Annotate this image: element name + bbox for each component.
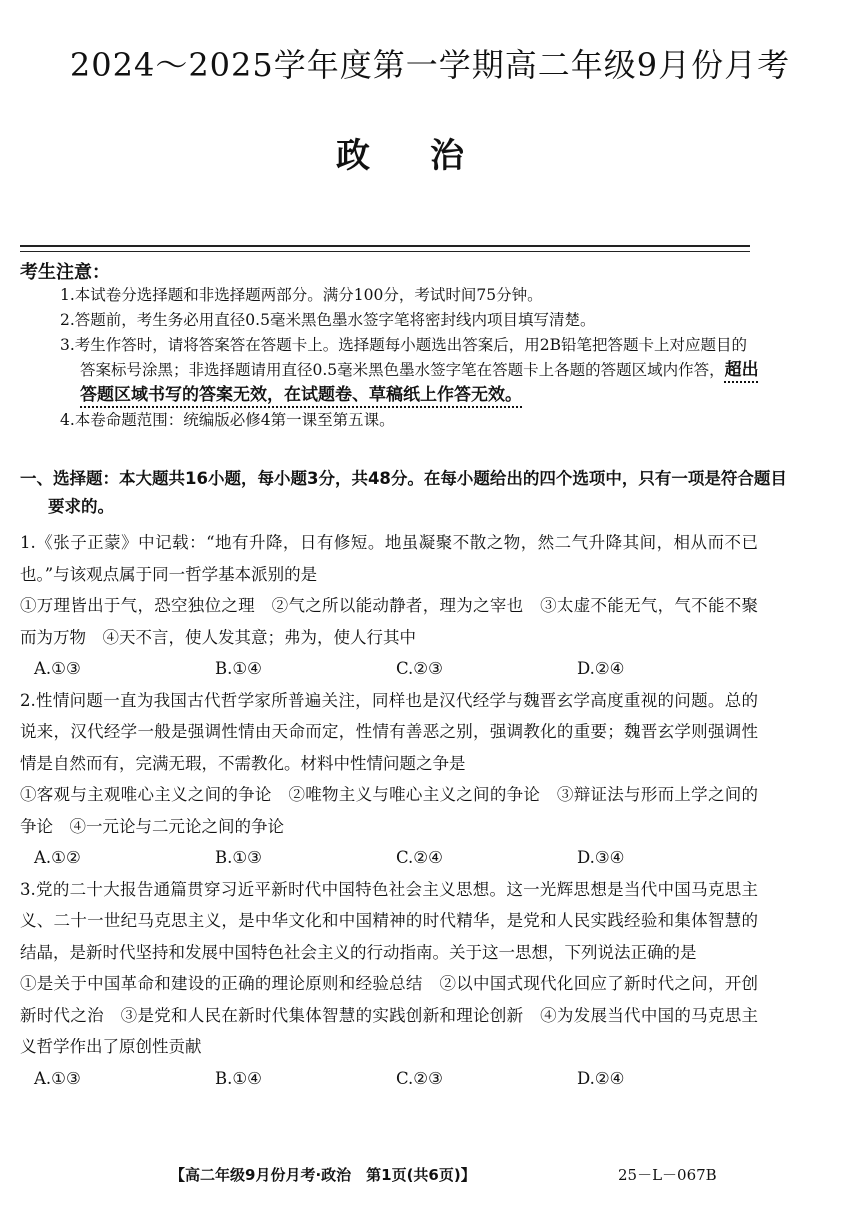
notice-item-1: 1.本试卷分选择题和非选择题两部分。满分100分，考试时间75分钟。 [60,286,543,304]
choice-b: B.①③ [215,848,262,867]
question-statements: ①万理皆出于气，恐空独位之理 ②气之所以能动静者，理为之宰也 ③太虚不能无气，气不能不聚而为万物 ④天不言，使人发其意；弗为，使人行其中 [20,596,758,647]
choice-c: C.②④ [396,848,443,867]
notice-emphasis: 超出答题区域书写的答案无效，在试题卷、草稿纸上作答无效。 [80,360,759,405]
question-stem: 1.《张子正蒙》中记载：“地有升降，日有修短。地虽凝聚不散之物，然二气升降其间，相从而不已也。”与该观点属于同一哲学基本派别的是 [20,533,758,584]
question-list [20,527,758,1094]
notice-item-3-text: 3.考生作答时，请将答案答在答题卡上。选择题每小题选出答案后，用2B铅笔把答题卡上对应题目的答案标号涂黑；非选择题请用直径0.5毫米黑色墨水签字笔在答题卡上各题的答题区域内作答， [60,336,748,379]
choice-a: A.①③ [34,659,81,678]
question-3 [20,874,758,1095]
exam-title: 2024～2025学年度第一学期高二年级9月份月考 [69,46,791,84]
question-stem: 3.党的二十大报告通篇贯穿习近平新时代中国特色社会主义思想。这一光辉思想是当代中国马克思主义、二十一世纪马克思主义，是中华文化和中国精神的时代精华，是党和人民实践经验和集体智慧的结晶，是新时代坚持和发展中国特色社会主义的行动指南。关于这一思想，下列说法正确的是 [20,879,758,962]
choice-a: A.①② [34,848,81,867]
choice-d: D.②④ [577,1068,625,1088]
question-stem: 2.性情问题一直为我国古代哲学家所普遍关注，同样也是汉代经学与魏晋玄学高度重视的问题。总的说来，汉代经学一般是强调性情由天命而定，性情有善恶之别，强调教化的重要；魏晋玄学则强调性情是自然而有，完满无瑕，不需教化。材料中性情问题之争是 [20,690,758,773]
notice-item-2: 2.答题前，考生务必用直径0.5毫米黑色墨水签字笔将密封线内项目填写清楚。 [60,311,596,329]
notice-item-4: 4.本卷命题范围：统编版必修4第一课至第五课。 [60,411,395,429]
choice-c: C.②③ [396,659,443,678]
choice-c: C.②③ [396,1068,443,1088]
header-divider-thin [20,251,750,252]
question-1 [20,527,758,685]
choice-b: B.①④ [215,1068,262,1088]
notice-item-3 [20,333,760,408]
choice-d: D.③④ [577,848,625,867]
answer-choices [20,1063,758,1095]
question-statements: ①客观与主观唯心主义之间的争论 ②唯物主义与唯心主义之间的争论 ③辩证法与形而上学之间的争论 ④一元论与二元论之间的争论 [20,785,758,836]
choice-b: B.①④ [215,659,262,678]
question-2 [20,685,758,874]
choice-a: A.①③ [34,1068,81,1088]
section-heading: 一、选择题：本大题共16小题，每小题3分，共48分。在每小题给出的四个选项中，只有一项是符合题目要求的。 [20,469,787,516]
subject-title: 政治 [336,136,524,176]
answer-choices [20,842,758,874]
page-footer: 【高二年级9月份月考·政治 第1页(共6页)】 [170,1166,476,1184]
question-statements: ①是关于中国革命和建设的正确的理论原则和经验总结 ②以中国式现代化回应了新时代之问，开创新时代之治 ③是党和人民在新时代集体智慧的实践创新和理论创新 ④为发展当代中国的马克思主义哲学作出了原创性贡献 [20,974,758,1056]
exam-code: 25－L－067B [618,1166,717,1184]
choice-d: D.②④ [577,659,625,678]
notice-heading: 考生注意： [20,262,110,283]
notice-list [20,283,760,433]
header-divider [20,245,750,247]
answer-choices [20,653,758,685]
